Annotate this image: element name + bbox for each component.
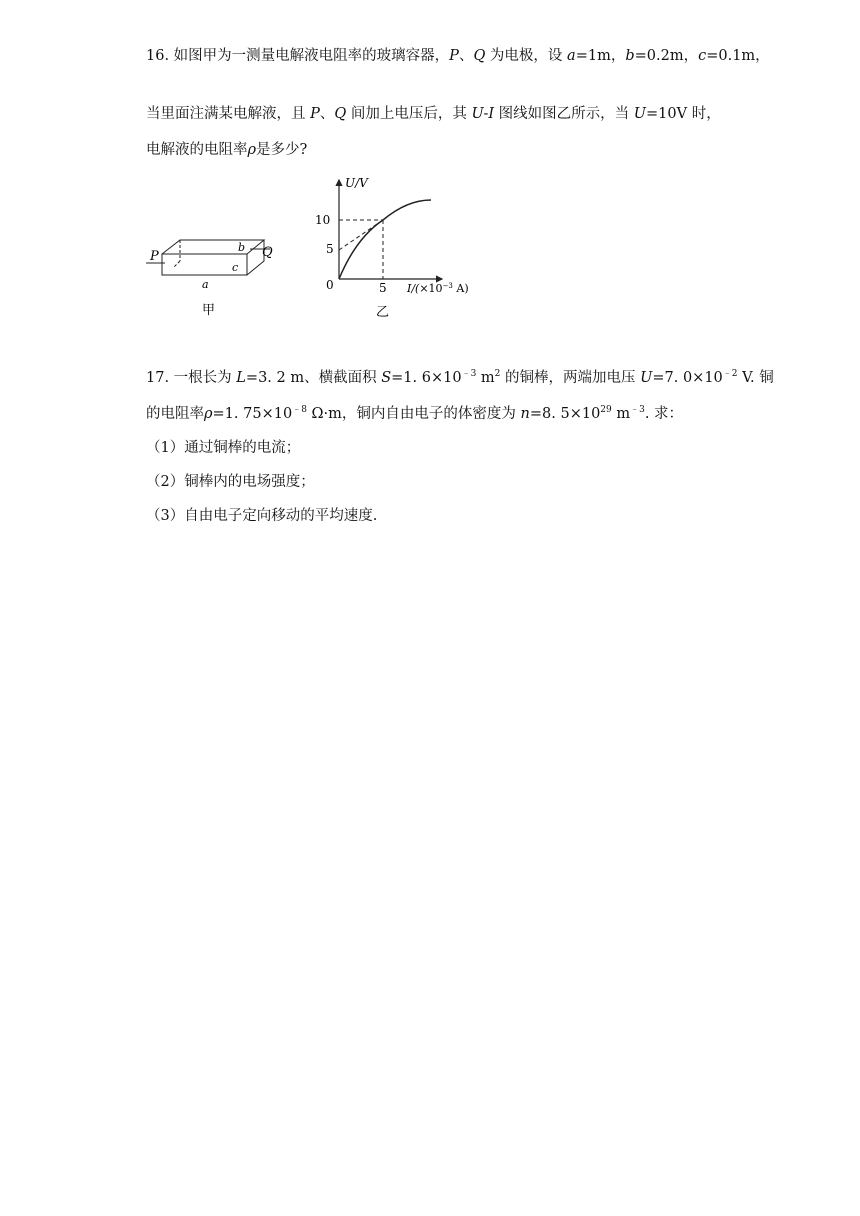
q16-text: =10V 时， (646, 106, 721, 122)
tick-x-5: 5 (379, 281, 387, 295)
dashed-tangent (339, 220, 383, 250)
var-n: n (520, 406, 530, 422)
exponent: ﹣3 (461, 369, 477, 380)
var-P: P (449, 48, 459, 64)
tick-origin: 0 (326, 278, 334, 292)
q17-sub-1: （1）通过铜棒的电流； (146, 440, 301, 456)
exponent: 2 (494, 369, 501, 380)
var-Q: Q (334, 106, 347, 122)
q17-line-2 (146, 404, 683, 424)
q17-text: =1. 6×10 (391, 370, 462, 386)
q17-text: m (611, 406, 631, 422)
var-rho: ρ (204, 406, 213, 422)
var-U: U (633, 106, 647, 122)
q16-text: 、 (458, 48, 474, 64)
exponent: ﹣2 (722, 369, 738, 380)
x-axis-label: $I/(\times 10^{-3}$ A) (407, 282, 469, 295)
q16-text: 图线如图乙所示，当 (494, 106, 634, 122)
q16-text: . 如图甲为一测量电解液电阻率的玻璃容器， (164, 48, 450, 64)
var-b: b (625, 48, 635, 64)
tick-y-10: 10 (315, 213, 331, 227)
q17-sub-2: （2）铜棒内的电场强度； (146, 474, 315, 490)
caption-yi: 乙 (376, 305, 390, 320)
tick-y-5: 5 (326, 242, 334, 256)
q17-text: . 一根长为 (164, 370, 237, 386)
y-axis-label: U/V (345, 176, 368, 190)
q16-text: 、 (319, 106, 335, 122)
var-c: c (698, 48, 707, 64)
var-U: U (640, 370, 653, 386)
var-P: P (310, 106, 320, 122)
label-a: a (202, 278, 209, 291)
q17-text: =7. 0×10 (652, 370, 723, 386)
q17-text: =1. 75×10 (212, 406, 293, 422)
q16-text: 为电极，设 (485, 48, 568, 64)
q17-text: m (476, 370, 495, 386)
q17-text: =3. 2 m、横截面积 (245, 370, 382, 386)
q17-text: 的电阻率 (146, 406, 204, 422)
exponent: 29 (600, 405, 612, 416)
q16-text: =0.2m， (634, 48, 699, 64)
q17-line-1 (146, 368, 774, 388)
var-S: S (381, 370, 392, 386)
ui-curve (339, 200, 431, 279)
q16-text: 当里面注满某电解液，且 (146, 106, 311, 122)
var-L: L (236, 370, 246, 386)
q17-text: . 求： (644, 406, 684, 422)
label-c: c (232, 261, 239, 274)
exponent: ﹣3 (630, 405, 645, 416)
q17-text: =8. 5×10 (529, 406, 601, 422)
label-b: b (238, 241, 246, 254)
q16-text: =1m， (575, 48, 626, 64)
q16-text: 是多少? (256, 142, 308, 158)
q17-text: V. 铜 (737, 370, 774, 386)
var-Q: Q (473, 48, 486, 64)
figure-yi (0, 0, 860, 340)
q17-text: Ω·m，铜内自由电子的体密度为 (306, 406, 521, 422)
var-UI: U-I (471, 106, 495, 122)
label-P: P (150, 249, 159, 264)
q16-text: =0.1m， (706, 48, 770, 64)
var-a: a (567, 48, 576, 64)
q17-number: 17 (146, 370, 165, 386)
caption-jia: 甲 (202, 303, 216, 318)
q16-text: 间加上电压后，其 (346, 106, 472, 122)
var-rho: ρ (247, 142, 257, 158)
q16-text: 电解液的电阻率 (146, 142, 248, 158)
label-Q: Q (262, 245, 273, 260)
q17-text: 的铜棒，两端加电压 (500, 370, 641, 386)
q17-sub-3: （3）自由电子定向移动的平均速度. (146, 508, 378, 524)
q16-number: 16 (146, 48, 165, 64)
exponent: ﹣8 (292, 405, 307, 416)
